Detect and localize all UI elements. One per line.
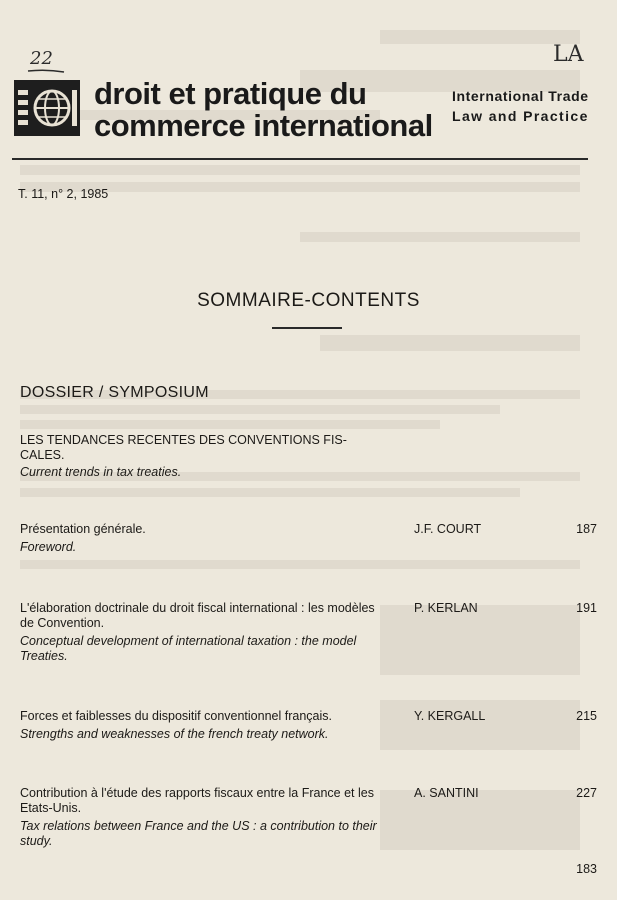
dossier-title — [20, 433, 385, 480]
article-page: 215 — [576, 709, 597, 723]
section-heading: DOSSIER / SYMPOSIUM — [20, 384, 209, 401]
article-entry — [20, 709, 395, 742]
globe-icon — [14, 80, 80, 136]
title-rule — [272, 327, 342, 329]
article-title-en: Tax relations between France and the US : a contribution to their study. — [20, 819, 377, 848]
article-entry — [20, 522, 385, 555]
journal-subtitle-line2: Law and Practice — [452, 108, 589, 124]
article-title-en: Foreword. — [20, 540, 77, 554]
page-title: SOMMAIRE-CONTENTS — [197, 290, 420, 311]
article-author: P. KERLAN — [414, 601, 478, 615]
article-title-fr: L'élaboration doctrinale du droit fiscal international : les modèles de Convention. — [20, 601, 375, 630]
dossier-title-fr: LES TENDANCES RECENTES DES CONVENTIONS FIS-CALES. — [20, 433, 347, 462]
article-page: 191 — [576, 601, 597, 615]
handwritten-initials: LA — [553, 42, 584, 67]
dossier-title-en: Current trends in tax treaties. — [20, 465, 182, 479]
article-entry — [20, 601, 385, 664]
journal-title-line2: commerce international — [94, 108, 433, 143]
page-number: 183 — [576, 862, 597, 876]
article-author: Y. KERGALL — [414, 709, 486, 723]
journal-logo — [14, 80, 80, 136]
article-title-fr: Présentation générale. — [20, 522, 146, 536]
article-author: A. SANTINI — [414, 786, 479, 800]
handwritten-underline — [26, 68, 66, 74]
handwritten-number: 22 — [30, 48, 53, 69]
article-title-en: Conceptual development of international taxation : the model Treaties. — [20, 634, 357, 663]
journal-subtitle-line1: International Trade — [452, 88, 589, 104]
article-title-en: Strengths and weaknesses of the french treaty network. — [20, 727, 329, 741]
article-title-fr: Forces et faiblesses du dispositif conventionnel français. — [20, 709, 332, 723]
article-page: 187 — [576, 522, 597, 536]
header-rule — [12, 158, 588, 160]
article-title-fr: Contribution à l'étude des rapports fiscaux entre la France et les Etats-Unis. — [20, 786, 374, 815]
journal-title-line1: droit et pratique du — [94, 76, 367, 111]
article-page: 227 — [576, 786, 597, 800]
issue-info: T. 11, n° 2, 1985 — [18, 187, 109, 201]
article-entry — [20, 786, 385, 849]
article-author: J.F. COURT — [414, 522, 482, 536]
